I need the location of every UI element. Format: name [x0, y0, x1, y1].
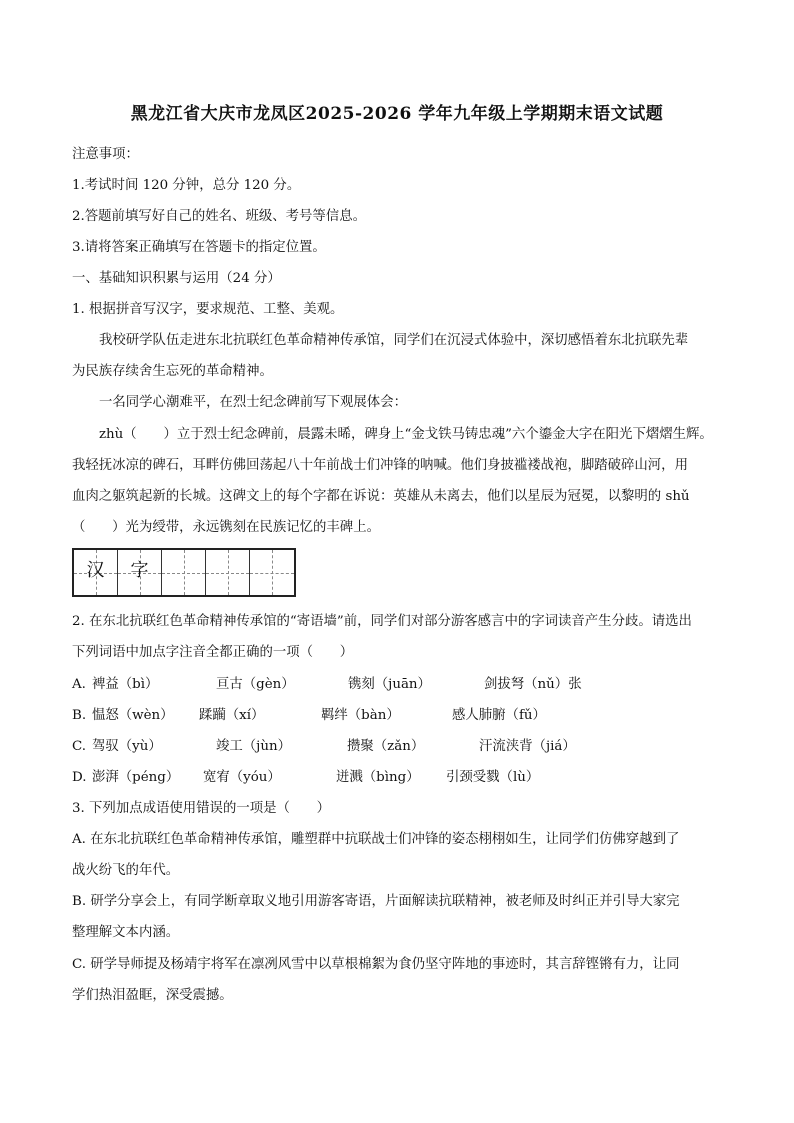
passage-line: （ ）光为绶带，永远镌刻在民族记忆的丰碑上。 [72, 520, 380, 535]
passage-line: 我轻抚冰凉的碑石，耳畔仿佛回荡起八十年前战士们冲锋的呐喊。他们身披褴褛战袍，脚踏破碎山河，用 [72, 458, 688, 473]
option-item: 迸溅（bìng） [336, 770, 420, 785]
question-2-stem: 下列词语中加点字注音全都正确的一项（ ） [72, 645, 354, 660]
option-item: 剑拔弩（nǔ）张 [484, 677, 582, 692]
question-1-stem: 1. 根据拼音写汉字，要求规范、工整、美观。 [72, 302, 344, 317]
passage-line: 为民族存续舍生忘死的革命精神。 [72, 364, 273, 379]
passage-line: zhù（ ）立于烈士纪念碑前，晨露未晞，碑身上“金戈铁马铸忠魂”六个鎏金大字在阳光下熠熠生辉。 [99, 427, 713, 442]
section-heading: 一、基础知识积累与运用（24 分） [72, 271, 281, 286]
option-c-label: C. [72, 739, 87, 754]
grid-cell: 字 [118, 550, 162, 595]
option-a-text: A. 在东北抗联红色革命精神传承馆，雕塑群中抗联战士们冲锋的姿态栩栩如生，让同学们仿佛穿越到了 [72, 832, 680, 847]
option-a-label: A. [72, 677, 86, 692]
writing-grid [72, 548, 296, 597]
exam-title: 黑龙江省大庆市龙凤区2025-2026 学年九年级上学期期末语文试题 [130, 104, 664, 124]
option-item: 蹂躏（xí） [199, 708, 265, 723]
question-2-stem: 2. 在东北抗联红色革命精神传承馆的“寄语墙”前，同学们对部分游客感言中的字词读音产生分歧。请选出 [72, 614, 692, 629]
notice-item: 1.考试时间 120 分钟，总分 120 分。 [72, 178, 301, 193]
option-b-text: B. 研学分享会上，有同学断章取义地引用游客寄语，片面解读抗联精神，被老师及时纠正并引导大家完 [72, 894, 680, 909]
passage-line: 一名同学心潮难平，在烈士纪念碑前写下观展体会： [99, 395, 407, 410]
grid-cell [206, 550, 250, 595]
notice-item: 3.请将答案正确填写在答题卡的指定位置。 [72, 240, 326, 255]
passage-line: 血肉之躯筑起新的长城。这碑文上的每个字都在诉说：英雄从未离去，他们以星辰为冠冕，以黎明的 shǔ [72, 489, 690, 504]
option-c-text: 学们热泪盈眶，深受震撼。 [72, 988, 233, 1003]
notice-heading: 注意事项： [72, 147, 139, 162]
notice-item: 2.答题前填写好自己的姓名、班级、考号等信息。 [72, 209, 366, 224]
option-item: 引颈受戮（lù） [446, 770, 540, 785]
option-a-text: 战火纷飞的年代。 [72, 863, 180, 878]
option-item: 羁绊（bàn） [321, 708, 400, 723]
grid-cell: 汉 [74, 550, 118, 595]
option-item: 感人肺腑（fǔ） [452, 708, 546, 723]
option-item: 宽宥（yóu） [203, 770, 281, 785]
option-item: 镌刻（juān） [348, 677, 431, 692]
option-item: 裨益（bì） [92, 677, 159, 692]
option-item: 汗流浃背（jiá） [479, 739, 576, 754]
option-d-label: D. [72, 770, 87, 785]
grid-cell [162, 550, 206, 595]
grid-cell [250, 550, 294, 595]
option-c-text: C. 研学导师提及杨靖宇将军在凛冽风雪中以草根棉絮为食仍坚守阵地的事迹时，其言辞铿锵有力，让同 [72, 957, 680, 972]
passage-line: 我校研学队伍走进东北抗联红色革命精神传承馆，同学们在沉浸式体验中，深切感悟着东北抗联先辈 [99, 333, 689, 348]
option-item: 澎湃（péng） [92, 770, 180, 785]
option-item: 竣工（jùn） [216, 739, 291, 754]
option-b-label: B. [72, 708, 87, 723]
question-3-stem: 3. 下列加点成语使用错误的一项是（ ） [72, 801, 331, 816]
option-b-text: 整理解文本内涵。 [72, 925, 180, 940]
option-item: 亘古（gèn） [216, 677, 295, 692]
option-item: 愠怒（wèn） [92, 708, 174, 723]
option-item: 攒聚（zǎn） [347, 739, 425, 754]
option-item: 驾驭（yù） [92, 739, 162, 754]
